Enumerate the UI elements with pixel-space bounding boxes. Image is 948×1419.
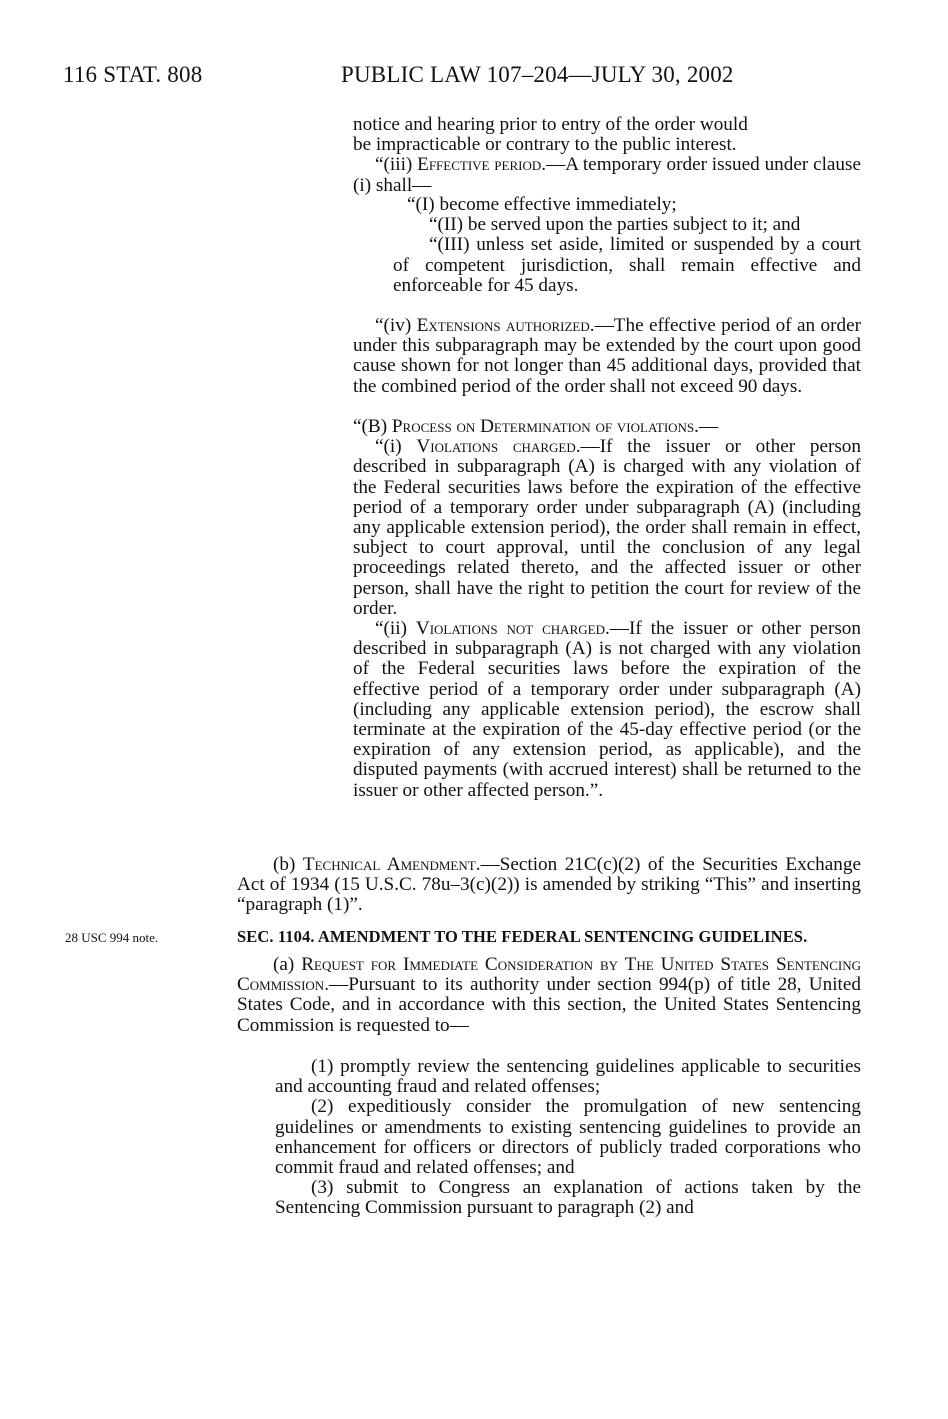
clause-i-heading: Violations charged — [416, 436, 576, 458]
clause-iv-number: “(iv) — [375, 315, 417, 336]
subclause-block — [393, 195, 861, 296]
paragraph-2: (2) expeditiously consider the promulgation of new sentencing guidelines or amendments to existing sentencing guidelines to provide an enhancement for officers or directors of publicly traded corporations who commit fraud and related offenses; and — [275, 1096, 861, 1179]
subparagraph-B-number: “(B) — [353, 416, 392, 437]
subsection-b-text: .—Section 21C(c)(2) of the Securities Exchange Act of 1934 (15 U.S.C. 78u–3(c)(2)) is amended by striking “This” and inserting “paragraph (1)”. — [237, 854, 861, 916]
clause-i-number: “(i) — [375, 436, 417, 458]
paragraph-list — [275, 1057, 861, 1219]
clause-ii-number: “(ii) — [375, 618, 416, 640]
subclause-III: “(III) unless set aside, limited or suspended by a court of competent jurisdiction, shall remain effective and enforceable for 45 days. — [393, 234, 861, 296]
subparagraph-B-heading: Process on Determination of violations — [391, 416, 695, 437]
subsection-a — [237, 955, 861, 1036]
continuation-line-2: be impracticable or contrary to the public interest. — [353, 134, 737, 156]
page-reference: 116 STAT. 808 — [63, 62, 203, 87]
subparagraph-B-block — [353, 417, 861, 801]
subclause-I: “(I) become effective immediately; — [407, 194, 677, 215]
subsection-b-number: (b) — [273, 854, 303, 875]
clause-ii-text: .—If the issuer or other person described in subparagraph (A) is not charged with any violation of the Federal securities laws before the expiration of the effective period of a temporary order under subparagraph (A) (including any applicable extension period), the escrow shall terminate at the expiration of the 45-day effective period (or the expiration of any extension period, as applicable), and the disputed payments (with accrued interest) shall be returned to the issuer or other affected person.”. — [353, 618, 861, 801]
subparagraph-B — [353, 417, 861, 437]
subsection-b — [237, 855, 861, 916]
clause-iii-block — [353, 115, 861, 196]
clause-iv-heading: Extensions authorized — [416, 315, 590, 336]
paragraph-3: (3) submit to Congress an explanation of actions taken by the Sentencing Commission pursuant to paragraph (2) and — [275, 1177, 861, 1219]
subsection-a-heading: Request for Immediate Consideration by The United States Sentencing Commission — [237, 954, 861, 996]
clause-ii-heading: Violations not charged — [415, 618, 605, 640]
subsection-b-heading: Technical Amendment — [302, 854, 476, 875]
clause-i — [353, 437, 861, 619]
paragraph-1: (1) promptly review the sentencing guidelines applicable to securities and accounting fraud and related offenses; — [275, 1056, 861, 1098]
clause-iii-text: .—A temporary order issued under clause (i) shall— — [353, 154, 862, 196]
section-1104-block — [237, 955, 861, 1036]
clause-iv-block — [353, 316, 861, 397]
section-heading: SEC. 1104. AMENDMENT TO THE FEDERAL SENTENCING GUIDELINES. — [237, 927, 808, 946]
clause-iii-number: “(iii) — [375, 154, 418, 176]
margin-note: 28 USC 994 note. — [65, 930, 159, 945]
subsection-a-number: (a) — [273, 954, 302, 975]
subsection-b-block — [237, 855, 861, 916]
clause-iv-text: .—The effective period of an order under this subparagraph may be extended by the court upon good cause shown for not longer than 45 additional days, provided that the combined period of the order shall not exceed 90 days. — [353, 315, 861, 397]
clause-iii-heading: Effective period — [417, 154, 542, 176]
clause-ii — [353, 619, 861, 801]
running-head: PUBLIC LAW 107–204—JULY 30, 2002 — [341, 62, 734, 87]
subparagraph-B-tail: .— — [694, 416, 719, 437]
continuation-line-1: notice and hearing prior to entry of the order would — [353, 114, 748, 135]
subsection-a-text: .—Pursuant to its authority under section 994(p) of title 28, United States Code, and in accordance with this section, the United States Sentencing Commission is requested to— — [237, 974, 861, 1036]
clause-i-text: .—If the issuer or other person described in subparagraph (A) is charged with any violation of the Federal securities laws before the expiration of the effective period of a temporary order under subparagraph (A) (including any applicable extension period), the order shall remain in effect, subject to court approval, until the conclusion of any legal proceedings related thereto, and the affected issuer or other person, shall have the right to petition the court for review of the order. — [353, 436, 861, 619]
clause-iv — [353, 316, 861, 397]
clause-iii — [353, 155, 861, 195]
subclause-II: “(II) be served upon the parties subject to it; and — [429, 214, 801, 236]
